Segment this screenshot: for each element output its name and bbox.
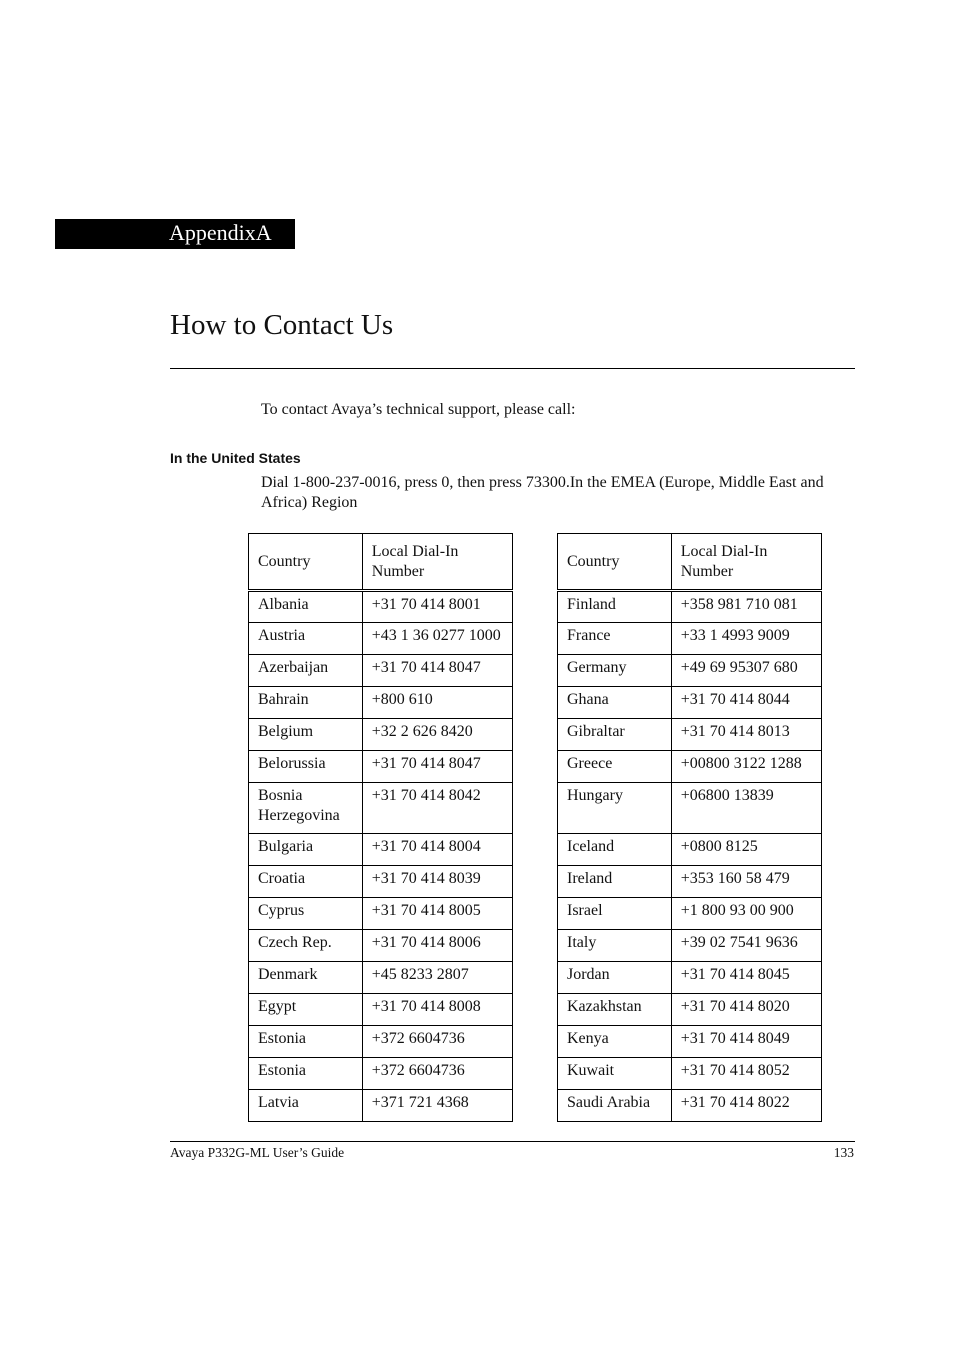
table-row [558, 687, 822, 719]
dial-in-number-cell: +31 70 414 8052 [671, 1058, 821, 1090]
table-row [558, 1090, 822, 1122]
table-row [249, 751, 513, 783]
table-row [558, 1026, 822, 1058]
table-row [249, 930, 513, 962]
table-row [558, 1058, 822, 1090]
table-header-row [249, 534, 513, 591]
dial-in-number-cell: +31 70 414 8006 [362, 930, 512, 962]
country-cell: Egypt [249, 994, 363, 1026]
contact-table-right [557, 533, 822, 1122]
dial-in-number-cell: +31 70 414 8045 [671, 962, 821, 994]
table-row [249, 719, 513, 751]
dial-in-number-cell: +0800 8125 [671, 834, 821, 866]
table-row [249, 591, 513, 623]
title-divider [170, 368, 855, 369]
country-cell: Jordan [558, 962, 672, 994]
table-row [249, 962, 513, 994]
table-row [558, 655, 822, 687]
country-cell: Germany [558, 655, 672, 687]
appendix-banner [55, 219, 295, 249]
dial-in-number-cell: +31 70 414 8042 [362, 783, 512, 834]
dial-in-number-cell: +31 70 414 8047 [362, 751, 512, 783]
dial-in-number-cell: +31 70 414 8022 [671, 1090, 821, 1122]
header-country: Country [558, 534, 672, 591]
table-row [249, 687, 513, 719]
dial-in-number-cell: +31 70 414 8047 [362, 655, 512, 687]
country-cell: Italy [558, 930, 672, 962]
dial-in-number-cell: +31 70 414 8013 [671, 719, 821, 751]
dial-in-number-cell: +33 1 4993 9009 [671, 623, 821, 655]
dial-in-number-cell: +800 610 [362, 687, 512, 719]
table-row [249, 1026, 513, 1058]
dial-in-number-cell: +31 70 414 8008 [362, 994, 512, 1026]
country-cell: Austria [249, 623, 363, 655]
dial-in-number-cell: +00800 3122 1288 [671, 751, 821, 783]
table-row [558, 834, 822, 866]
table-row [558, 866, 822, 898]
country-cell: Croatia [249, 866, 363, 898]
country-cell: Kenya [558, 1026, 672, 1058]
table-header-row [558, 534, 822, 591]
table-row [249, 1090, 513, 1122]
country-cell: Czech Rep. [249, 930, 363, 962]
country-cell: Belorussia [249, 751, 363, 783]
contact-table-left [248, 533, 513, 1122]
country-cell: Bosnia Herzegovina [249, 783, 363, 834]
appendix-label: AppendixA [169, 220, 272, 245]
country-cell: Kuwait [558, 1058, 672, 1090]
country-cell: Israel [558, 898, 672, 930]
header-country: Country [249, 534, 363, 591]
country-cell: Latvia [249, 1090, 363, 1122]
table-body-left [249, 591, 513, 1122]
country-cell: Estonia [249, 1058, 363, 1090]
page-title: How to Contact Us [170, 309, 394, 341]
country-cell: Albania [249, 591, 363, 623]
dial-in-number-cell: +1 800 93 00 900 [671, 898, 821, 930]
table-row [558, 719, 822, 751]
country-cell: Finland [558, 591, 672, 623]
dial-in-number-cell: +31 70 414 8004 [362, 834, 512, 866]
country-cell: Greece [558, 751, 672, 783]
country-cell: Ghana [558, 687, 672, 719]
dial-in-number-cell: +31 70 414 8001 [362, 591, 512, 623]
country-cell: Estonia [249, 1026, 363, 1058]
table-row [249, 783, 513, 834]
country-cell: Bulgaria [249, 834, 363, 866]
table-row [249, 655, 513, 687]
dial-in-number-cell: +372 6604736 [362, 1058, 512, 1090]
country-cell: Kazakhstan [558, 994, 672, 1026]
country-cell: Saudi Arabia [558, 1090, 672, 1122]
dial-in-number-cell: +39 02 7541 9636 [671, 930, 821, 962]
country-cell: Azerbaijan [249, 655, 363, 687]
table-row [249, 623, 513, 655]
footer-guide-title: Avaya P332G-ML User’s Guide [170, 1145, 345, 1160]
table-row [558, 751, 822, 783]
country-cell: France [558, 623, 672, 655]
table-row [558, 994, 822, 1026]
dial-in-number-cell: +372 6604736 [362, 1026, 512, 1058]
table-row [558, 591, 822, 623]
dial-in-number-cell: +31 70 414 8005 [362, 898, 512, 930]
country-cell: Gibraltar [558, 719, 672, 751]
country-cell: Ireland [558, 866, 672, 898]
table-row [249, 994, 513, 1026]
dial-in-number-cell: +358 981 710 081 [671, 591, 821, 623]
dial-in-number-cell: +31 70 414 8039 [362, 866, 512, 898]
table-row [558, 783, 822, 834]
footer-divider [170, 1141, 855, 1142]
table-row [249, 834, 513, 866]
header-dial-in-number: Local Dial-In Number [362, 534, 512, 591]
table-row [558, 898, 822, 930]
dial-in-number-cell: +06800 13839 [671, 783, 821, 834]
dial-in-number-cell: +31 70 414 8049 [671, 1026, 821, 1058]
country-cell: Hungary [558, 783, 672, 834]
table-row [249, 898, 513, 930]
dial-in-number-cell: +371 721 4368 [362, 1090, 512, 1122]
section-heading: In the United States [170, 450, 301, 466]
dial-in-number-cell: +49 69 95307 680 [671, 655, 821, 687]
intro-text: To contact Avaya’s technical support, please call: [261, 401, 576, 418]
table-body-right [558, 591, 822, 1122]
country-cell: Denmark [249, 962, 363, 994]
table-row [249, 866, 513, 898]
dial-in-number-cell: +32 2 626 8420 [362, 719, 512, 751]
dial-in-number-cell: +43 1 36 0277 1000 [362, 623, 512, 655]
table-row [249, 1058, 513, 1090]
dial-instructions: Dial 1-800-237-0016, press 0, then press 73300.In the EMEA (Europe, Middle East and Africa) Region [261, 474, 824, 511]
dial-in-number-cell: +45 8233 2807 [362, 962, 512, 994]
dial-in-number-cell: +31 70 414 8044 [671, 687, 821, 719]
table-row [558, 623, 822, 655]
country-cell: Iceland [558, 834, 672, 866]
dial-in-number-cell: +31 70 414 8020 [671, 994, 821, 1026]
footer-page-number: 133 [833, 1145, 854, 1160]
country-cell: Bahrain [249, 687, 363, 719]
country-cell: Cyprus [249, 898, 363, 930]
table-row [558, 962, 822, 994]
table-row [558, 930, 822, 962]
header-dial-in-number: Local Dial-In Number [671, 534, 821, 591]
country-cell: Belgium [249, 719, 363, 751]
dial-in-number-cell: +353 160 58 479 [671, 866, 821, 898]
